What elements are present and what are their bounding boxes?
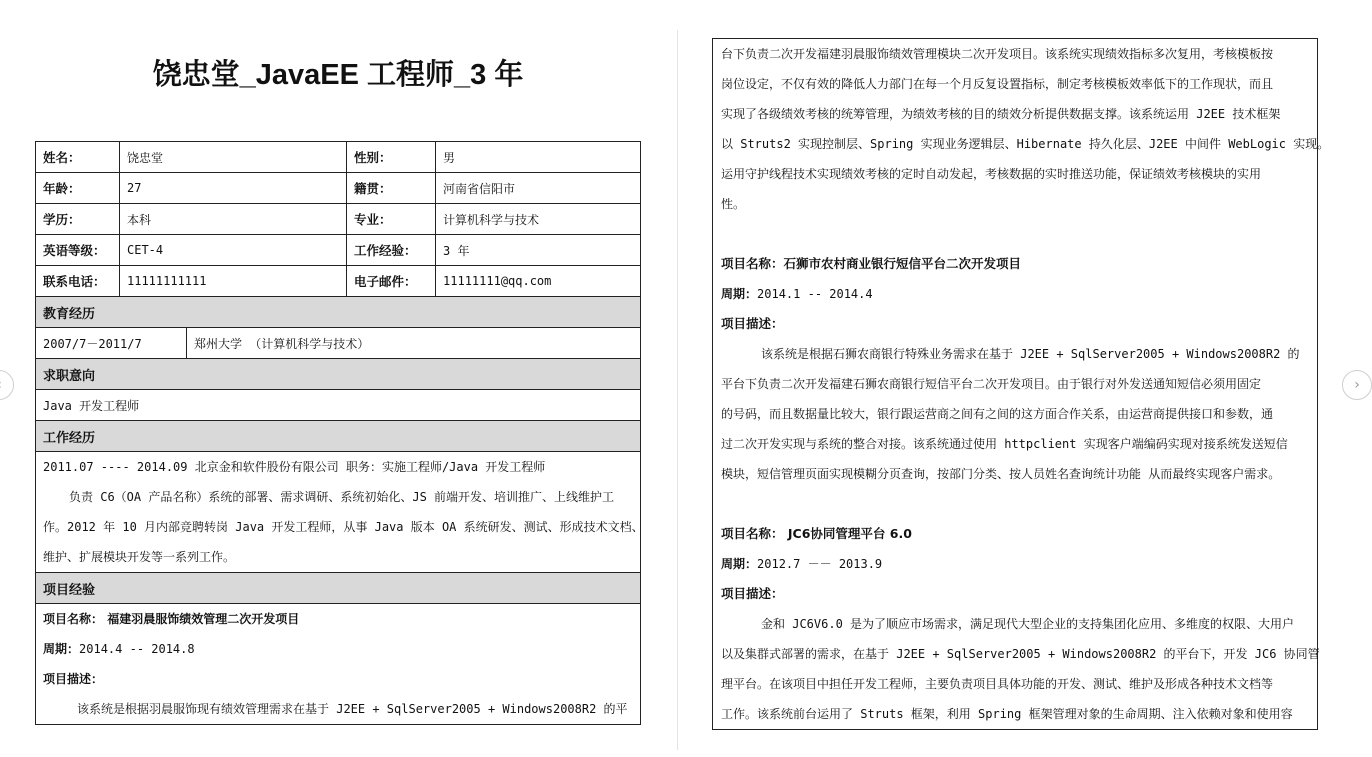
info-row (36, 173, 641, 204)
project-period-label: 周期： (721, 287, 758, 301)
project1-desc-line: 性。 (721, 197, 746, 211)
education-school: 郑州大学 （计算机科学与技术） (187, 328, 641, 359)
degree-label: 学历： (36, 204, 120, 235)
name-value: 饶忠堂 (120, 142, 347, 173)
work-row (36, 452, 641, 573)
hometown-label: 籍贯： (347, 173, 436, 204)
objective-heading: 求职意向 (36, 359, 641, 390)
phone-label: 联系电话： (36, 266, 120, 297)
hometown-value: 河南省信阳市 (436, 173, 641, 204)
project-continuation-box (712, 38, 1330, 730)
project1-desc-line: 实现了各级绩效考核的统筹管理，为绩效考核的目的绩效分析提供数据支撑。该系统运用 J2EE 技术框架 (721, 107, 1281, 121)
project-desc-label: 项目描述： (721, 316, 784, 331)
work-line: 2011.07 ---- 2014.09 北京金和软件股份有限公司 职务：实施工程师/Java 开发工程师 (43, 460, 546, 474)
education-row (36, 328, 641, 359)
experience-value: 3 年 (436, 235, 641, 266)
english-label: 英语等级： (36, 235, 120, 266)
project2-desc-line: 过二次开发实现与系统的整合对接。该系统通过使用 httpclient 实现客户端编码实现对接系统发送短信 (721, 437, 1288, 451)
email-value: 11111111@qq.com (436, 266, 641, 297)
project-desc-label: 项目描述： (43, 672, 104, 686)
project1-desc-line: 该系统是根据羽晨服饰现有绩效管理需求在基于 J2EE + SqlServer2005 + Windows2008R2 的平 (77, 702, 628, 716)
project1-name-line (43, 604, 633, 634)
project3-desc-line: 工作。该系统前台运用了 Struts 框架，利用 Spring 框架管理对象的生命周期、注入依赖对象和使用容 (721, 707, 1293, 721)
page-left (0, 0, 676, 757)
age-label: 年龄： (36, 173, 120, 204)
work-heading: 工作经历 (36, 421, 641, 452)
info-row (36, 142, 641, 173)
project3-name-line (721, 519, 1309, 549)
projects-heading: 项目经验 (36, 573, 641, 604)
info-row (36, 235, 641, 266)
project3-name: JC6协同管理平台 6.0 (783, 526, 912, 541)
project1-period: 2014.4 -- 2014.8 (79, 642, 195, 656)
name-label: 姓名： (36, 142, 120, 173)
section-row (36, 297, 641, 328)
education-heading: 教育经历 (36, 297, 641, 328)
project-name-label: 项目名称： (721, 526, 784, 541)
project1-content (36, 604, 641, 725)
project3-desc-line: 金和 JC6V6.0 是为了顺应市场需求，满足现代大型企业的支持集团化应用、多维度的权限、大用户 (761, 617, 1295, 631)
project-name-label: 项目名称： (721, 256, 784, 271)
gender-value: 男 (436, 142, 641, 173)
project1-period-line (43, 634, 633, 664)
english-value: CET-4 (120, 235, 347, 266)
project3-period: 2012.7 －－ 2013.9 (757, 557, 883, 571)
objective-row (36, 390, 641, 421)
info-row (36, 204, 641, 235)
major-value: 计算机科学与技术 (436, 204, 641, 235)
project2-desc-line: 该系统是根据石狮农商银行特殊业务需求在基于 J2EE + SqlServer2005 + Windows2008R2 的 (761, 347, 1300, 361)
project3-period-line (721, 549, 1309, 579)
project-period-label: 周期： (43, 642, 80, 656)
project3-desc-line: 以及集群式部署的需求，在基于 J2EE + SqlServer2005 + Windows2008R2 的平台下，开发 JC6 协同管 (721, 647, 1320, 661)
project3-desc-line: 理平台。在该项目中担任开发工程师，主要负责项目具体功能的开发、测试、维护及形成各种技术文档等 (721, 677, 1274, 691)
project2-desc-line: 的号码，而且数据量比较大，银行跟运营商之间有之间的这方面合作关系，由运营商提供接口和参数，通 (721, 407, 1274, 421)
page-divider (677, 30, 678, 750)
project2-period-line (721, 279, 1309, 309)
project2-name: 石狮市农村商业银行短信平台二次开发项目 (783, 256, 1022, 271)
major-label: 专业： (347, 204, 436, 235)
work-line: 维护、扩展模块开发等一系列工作。 (43, 550, 236, 564)
degree-value: 本科 (120, 204, 347, 235)
section-row (36, 573, 641, 604)
project-period-label: 周期： (721, 557, 758, 571)
project-desc-label: 项目描述： (721, 586, 784, 601)
experience-label: 工作经验： (347, 235, 436, 266)
project2-desc-line: 模块，短信管理页面实现模糊分页查询，按部门分类、按人员姓名查询统计功能 从而最终实现客户需求。 (721, 467, 1281, 481)
project1-desc-line: 以 Struts2 实现控制层、Spring 实现业务逻辑层、Hibernate 持久化层、J2EE 中间件 WebLogic 实现。 (721, 137, 1330, 151)
age-value: 27 (120, 173, 347, 204)
gender-label: 性别： (347, 142, 436, 173)
project1-desc-line: 运用守护线程技术实现绩效考核的定时自动发起，考核数据的实时推送功能，保证绩效考核模块的实用 (721, 167, 1262, 181)
objective-value: Java 开发工程师 (36, 390, 641, 421)
phone-value: 11111111111 (120, 266, 347, 297)
project2-desc-line: 平台下负责二次开发福建石狮农商银行短信平台二次开发项目。由于银行对外发送通知短信必须用固定 (721, 377, 1262, 391)
project-name-label: 项目名称： (43, 612, 104, 626)
project1-desc-line: 岗位设定，不仅有效的降低人力部门在每一个月反复设置指标，制定考核模板效率低下的工作现状，而且 (721, 77, 1274, 91)
work-content (36, 452, 644, 573)
education-period: 2007/7－2011/7 (36, 328, 187, 359)
page-right (680, 0, 1348, 757)
work-line: 负责 C6（OA 产品名称）系统的部署、需求调研、系统初始化、JS 前端开发、培训推广、上线维护工 (69, 490, 615, 504)
section-row (36, 359, 641, 390)
project2-name-line (721, 249, 1309, 279)
project2-period: 2014.1 -- 2014.4 (757, 287, 873, 301)
email-label: 电子邮件： (347, 266, 436, 297)
project-row (36, 604, 641, 725)
document-title: 饶忠堂_JavaEE 工程师_3 年 (152, 59, 524, 91)
work-line: 作。2012 年 10 月内部竞聘转岗 Java 开发工程师，从事 Java 版本 OA 系统研发、测试、形成技术文档、 (43, 520, 644, 534)
info-row (36, 266, 641, 297)
project1-desc-line: 台下负责二次开发福建羽晨服饰绩效管理模块二次开发项目。该系统实现绩效指标多次复用，考核模板按 (721, 47, 1274, 61)
next-page-button[interactable]: › (1342, 370, 1372, 400)
resume-table (35, 141, 644, 725)
section-row (36, 421, 641, 452)
project1-name: 福建羽晨服饰绩效管理二次开发项目 (107, 612, 300, 626)
